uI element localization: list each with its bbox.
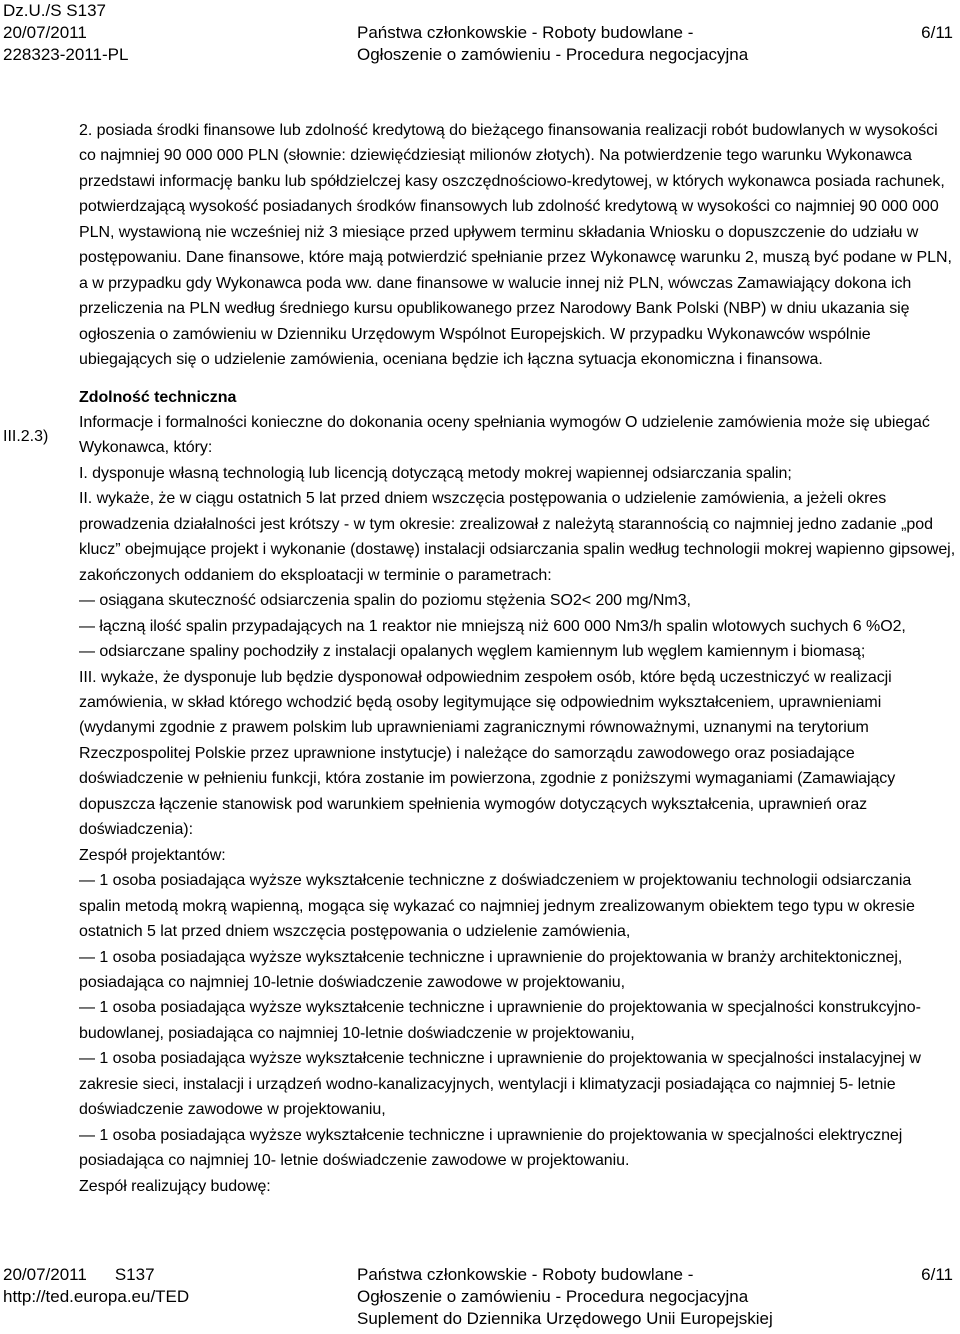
header-reference: 228323-2011-PL <box>3 45 129 64</box>
footer-page-number: 6/11 <box>921 1265 953 1284</box>
designer-item-5-text: 1 osoba posiadająca wyższe wykształcenie techniczne i uprawnienie do projektowania w specjalności elektrycznej posiadająca co najmniej 10- letnie doświadczenie zawodowe w projektowaniu. <box>79 1126 903 1170</box>
dash-item-2-text: łączną ilość spalin przypadających na 1 reaktor nie mniejszą niż 600 000 Nm3/h spalin wlotowych suchych 6 %O2, <box>99 617 906 635</box>
footer-issue: S137 <box>114 1265 155 1284</box>
dash-item-3 <box>79 639 957 664</box>
header-page-number: 6/11 <box>921 23 953 42</box>
header-title-line2: Ogłoszenie o zamówieniu - Procedura negocjacyjna <box>357 45 749 64</box>
list-item-1: I. dysponuje własną technologią lub licencją dotyczącą metody mokrej wapiennej odsiarczania spalin; <box>79 464 792 482</box>
section-number: III.2.3) <box>3 428 49 445</box>
section-heading: Zdolność techniczna <box>79 388 237 406</box>
dash-item-3-text: odsiarczane spaliny pochodziły z instalacji opalanych węglem kamiennym lub węglem kamiennym i biomasą; <box>99 643 866 661</box>
designer-item-3 <box>79 995 957 1046</box>
designer-item-5 <box>79 1123 957 1174</box>
header-center <box>357 22 748 66</box>
designer-item-1-text: 1 osoba posiadająca wyższe wykształcenie techniczne z doświadczeniem w projektowaniu technologii odsiarczania spalin metodą mokrą wapienną, mogąca się wykazać co najmniej jednym zrealizowanym obiektem tego typu w okresie ostatnich 5 lat przed dniem wszczęcia postępowania o udzielenie zamówienia, <box>79 872 915 941</box>
document-body <box>79 118 957 1199</box>
designer-item-4 <box>79 1046 957 1122</box>
designer-item-4-text: 1 osoba posiadająca wyższe wykształcenie techniczne i uprawnienie do projektowania w specjalności instalacyjnej w zakresie sieci, instalacji i urządzeń wodno-kanalizacyjnych, wentylacji i klimatyzacji posiadająca co najmniej 5- letnie doświadczenie zawodowe w projektowaniu, <box>79 1050 921 1119</box>
dash-item-2 <box>79 614 957 639</box>
paragraph-intro: Informacje i formalności konieczne do dokonania oceny spełniania wymogów O udzielenie zamówienia może się ubiegać Wykonawca, który: <box>79 413 930 457</box>
footer-url[interactable]: http://ted.europa.eu/TED <box>3 1287 190 1306</box>
footer-title-line1: Państwa członkowskie - Roboty budowlane - <box>357 1265 694 1284</box>
designer-item-2-text: 1 osoba posiadająca wyższe wykształcenie techniczne i uprawnienie do projektowania w branży architektonicznej, posiadająca co najmniej 10-letnie doświadczenie zawodowe w projektowaniu, <box>79 948 903 991</box>
footer-center <box>357 1264 773 1330</box>
list-item-2: II. wykaże, że w ciągu ostatnich 5 lat przed dniem wszczęcia postępowania o udzielenie zamówienia, a jeżeli okres prowadzenia działalności jest krótszy - w tym okresie: zrealizował z należytą starannością co najmniej jedno zadanie „pod klucz” obejmujące projekt i wykonanie (dostawę) instalacji odsiarczania spalin według technologii mokrej wapienno gipsowej, zakończonych oddaniem do eksploatacji w terminie o parametrach: <box>79 490 956 584</box>
designer-item-3-text: 1 osoba posiadająca wyższe wykształcenie techniczne i uprawnienie do projektowania w specjalności konstrukcyjno-budowlanej, posiadająca co najmniej 10-letnie doświadczenie w projektowaniu, <box>79 999 921 1042</box>
paragraph-financial-capacity: 2. posiada środki finansowe lub zdolność kredytową do bieżącego finansowania realizacji robót budowlanych w wysokości co najmniej 90 000 000 PLN (słownie: dziewięćdziesiąt milionów złotych). Na potwierdzenie tego warunku Wykonawca przedstawi informację banku lub spółdzielczej kasy oszczędnościowo-kredytowej, w których wykonawca posiada rachunek, potwierdzającą wysokość posiadanych środków finansowych lub zdolność kredytową w wysokości co najmniej 90 000 000 PLN, wystawioną nie wcześniej niż 3 miesiące przed upływem terminu składania Wniosku o dopuszczenie do udziału w postępowaniu. Dane finansowe, które mają potwierdzić spełnianie przez Wykonawcę warunku 2, muszą być podane w PLN, a w przypadku gdy Wykonawca poda ww. dane finansowe w walucie innej niż PLN, wówczas Zamawiający dokona ich przeliczenia na PLN według średniego kursu opublikowanego przez Narodowy Bank Polski (NBP) w dniu ukazania się ogłoszenia o zamówieniu w Dzienniku Urzędowym Wspólnot Europejskich. W przypadku Wykonawców wspólnie ubiegających się o udzielenie zamówienia, oceniana będzie ich łączna sytuacja ekonomiczna i finansowa. <box>79 122 952 369</box>
footer-dateline <box>3 1264 189 1286</box>
header-title-line1: Państwa członkowskie - Roboty budowlane - <box>357 23 694 42</box>
footer-title-line2: Ogłoszenie o zamówieniu - Procedura negocjacyjna <box>357 1287 749 1306</box>
designer-item-2 <box>79 945 957 996</box>
team-designers-label: Zespół projektantów: <box>79 846 226 864</box>
footer-left <box>3 1264 189 1308</box>
team-builders-label: Zespół realizujący budowę: <box>79 1177 271 1195</box>
dash-item-1-text: osiągana skuteczność odsiarczenia spalin do poziomu stężenia SO2< 200 mg/Nm3, <box>99 592 691 610</box>
header-source: Dz.U./S S137 <box>3 1 106 20</box>
header-date: 20/07/2011 <box>3 23 87 42</box>
footer-date: 20/07/2011 <box>3 1265 87 1284</box>
technical-capacity-block <box>79 385 957 1200</box>
dash-item-1 <box>79 588 957 613</box>
header-left <box>3 0 128 66</box>
footer-title-line3: Suplement do Dziennika Urzędowego Unii Europejskiej <box>357 1309 773 1328</box>
list-item-3: III. wykaże, że dysponuje lub będzie dysponował odpowiednim zespołem osób, które będą uczestniczyć w realizacji zamówienia, w skład którego wchodzić będą osoby legitymujące się odpowiednim wykształceniem, uprawnieniami (wydanymi zgodnie z prawem polskim lub uprawnieniami zagranicznymi równoważnymi, uznanymi na terytorium Rzeczpospolitej Polskie przez uprawnione instytucje) i należące do samorządu zawodowego oraz posiadające doświadczenie w pełnieniu funkcji, która zostanie im powierzona, zgodnie z poniższymi wymaganiami (Zamawiający dopuszcza łączenie stanowisk pod warunkiem spełnienia wymogów dotyczących wykształcenia, uprawnień oraz doświadczenia): <box>79 668 896 839</box>
designer-item-1 <box>79 868 957 944</box>
